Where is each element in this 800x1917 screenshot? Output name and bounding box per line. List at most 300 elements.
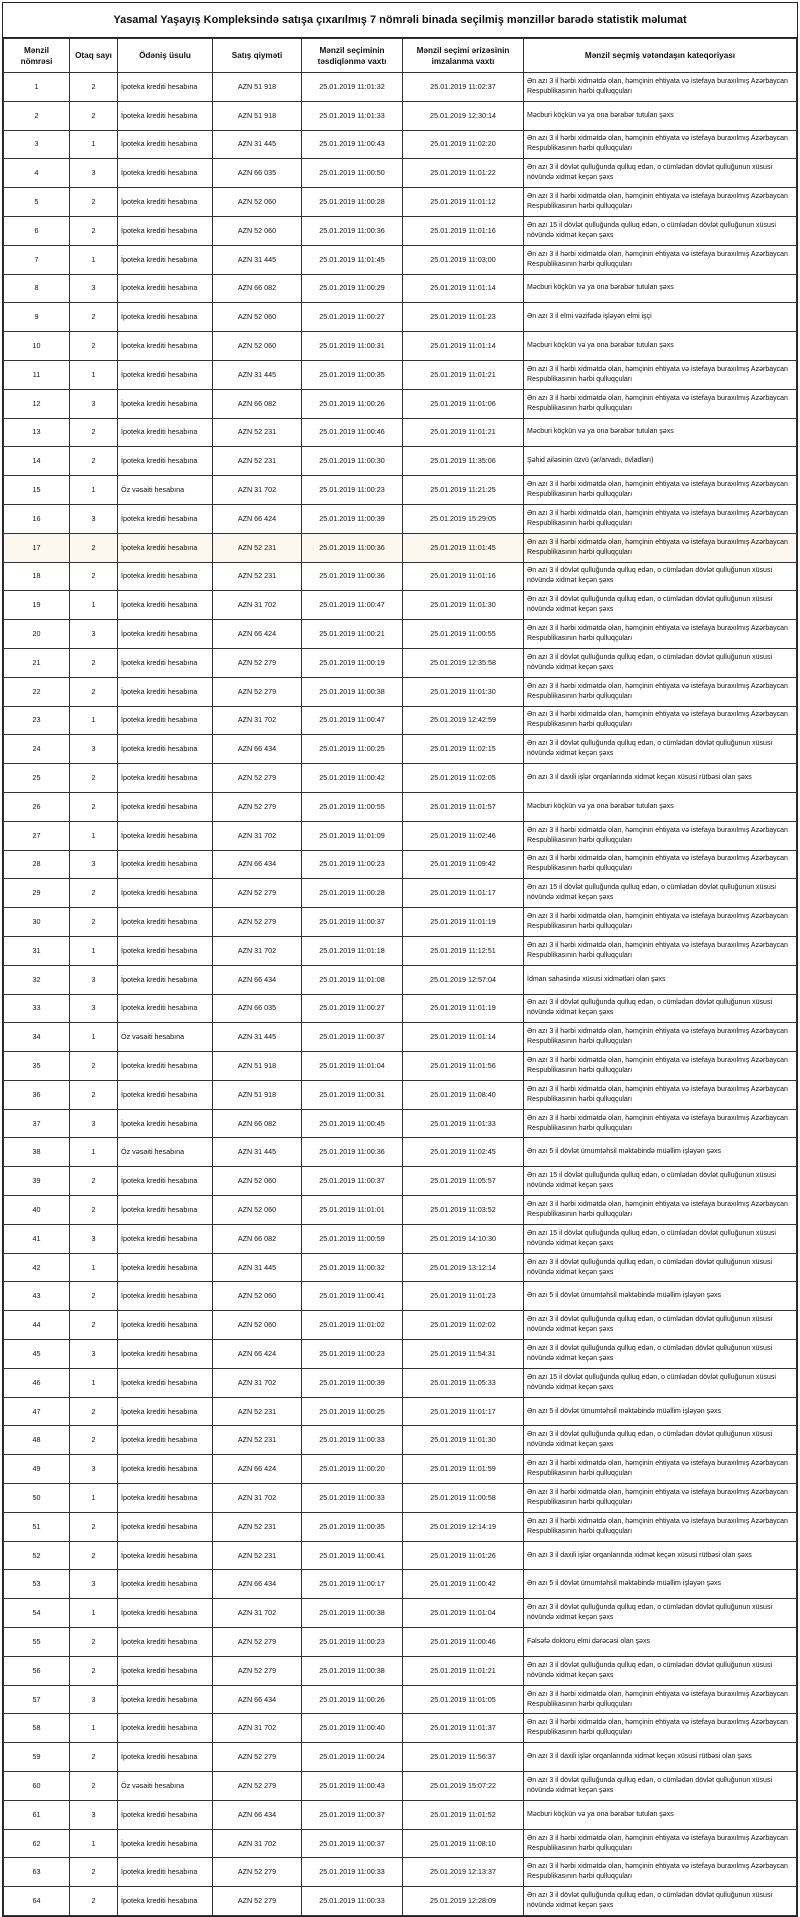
cell-payment-method: İpoteka krediti hesabına (118, 245, 213, 274)
table-row[interactable] (4, 1224, 797, 1253)
cell-apartment-number: 54 (4, 1599, 70, 1628)
cell-selection-confirmed-time: 25.01.2019 11:00:35 (302, 360, 403, 389)
cell-payment-method: İpoteka krediti hesabına (118, 1196, 213, 1225)
cell-citizen-category: Ən azı 3 il dövlət qulluğunda qulluq edən, o cümlədən dövlət qulluğunun xüsusi növündə xidmət keçən şəxs (524, 1599, 797, 1628)
cell-room-count: 2 (70, 792, 118, 821)
cell-application-signed-time: 25.01.2019 11:01:14 (403, 1023, 524, 1052)
cell-selection-confirmed-time: 25.01.2019 11:00:42 (302, 764, 403, 793)
cell-sale-price: AZN 31 702 (213, 821, 302, 850)
cell-application-signed-time: 25.01.2019 14:10:30 (403, 1224, 524, 1253)
cell-apartment-number: 21 (4, 648, 70, 677)
cell-selection-confirmed-time: 25.01.2019 11:00:29 (302, 274, 403, 303)
cell-payment-method: Öz vəsaiti hesabına (118, 476, 213, 505)
cell-citizen-category: Ən azı 3 il dövlət qulluğunda qulluq edən, o cümlədən dövlət qulluğunun xüsusi növündə xidmət keçən şəxs (524, 648, 797, 677)
cell-citizen-category: Ən azı 15 il dövlət qulluğunda qulluq edən, o cümlədən dövlət qulluğunun xüsusi növündə xidmət keçən şəxs (524, 1167, 797, 1196)
cell-apartment-number: 34 (4, 1023, 70, 1052)
header-application-signed-time: Mənzil seçimi ərizəsinin imzalanma vaxtı (403, 39, 524, 73)
cell-sale-price: AZN 52 279 (213, 1656, 302, 1685)
cell-selection-confirmed-time: 25.01.2019 11:00:33 (302, 1426, 403, 1455)
cell-citizen-category: Ən azı 3 il daxili işlər orqanlarında xidmət keçən xüsusi rütbəsi olan şəxs (524, 1541, 797, 1570)
table-row[interactable] (4, 504, 797, 533)
table-row[interactable] (4, 1282, 797, 1311)
cell-application-signed-time: 25.01.2019 11:01:23 (403, 303, 524, 332)
cell-apartment-number: 33 (4, 994, 70, 1023)
cell-room-count: 2 (70, 764, 118, 793)
cell-room-count: 3 (70, 159, 118, 188)
cell-payment-method: İpoteka krediti hesabına (118, 850, 213, 879)
cell-apartment-number: 16 (4, 504, 70, 533)
cell-apartment-number: 47 (4, 1397, 70, 1426)
table-row[interactable] (4, 1167, 797, 1196)
cell-application-signed-time: 25.01.2019 11:01:14 (403, 274, 524, 303)
cell-apartment-number: 31 (4, 936, 70, 965)
cell-apartment-number: 23 (4, 706, 70, 735)
table-row[interactable] (4, 821, 797, 850)
cell-apartment-number: 13 (4, 418, 70, 447)
cell-sale-price: AZN 31 702 (213, 476, 302, 505)
cell-sale-price: AZN 66 082 (213, 389, 302, 418)
cell-application-signed-time: 25.01.2019 12:42:59 (403, 706, 524, 735)
cell-application-signed-time: 25.01.2019 11:01:06 (403, 389, 524, 418)
cell-sale-price: AZN 31 445 (213, 1023, 302, 1052)
cell-payment-method: İpoteka krediti hesabına (118, 1484, 213, 1513)
table-row[interactable] (4, 73, 797, 102)
table-row[interactable] (4, 1628, 797, 1657)
cell-payment-method: İpoteka krediti hesabına (118, 1080, 213, 1109)
cell-apartment-number: 58 (4, 1714, 70, 1743)
cell-apartment-number: 15 (4, 476, 70, 505)
cell-room-count: 2 (70, 533, 118, 562)
cell-selection-confirmed-time: 25.01.2019 11:00:23 (302, 476, 403, 505)
cell-room-count: 2 (70, 879, 118, 908)
cell-selection-confirmed-time: 25.01.2019 11:00:59 (302, 1224, 403, 1253)
cell-citizen-category: Ən azı 3 il dövlət qulluğunda qulluq edən, o cümlədən dövlət qulluğunun xüsusi növündə xidmət keçən şəxs (524, 1772, 797, 1801)
cell-room-count: 1 (70, 1368, 118, 1397)
table-row[interactable] (4, 476, 797, 505)
cell-application-signed-time: 25.01.2019 13:12:14 (403, 1253, 524, 1282)
table-row[interactable] (4, 101, 797, 130)
cell-selection-confirmed-time: 25.01.2019 11:00:43 (302, 1772, 403, 1801)
cell-selection-confirmed-time: 25.01.2019 11:00:30 (302, 447, 403, 476)
cell-selection-confirmed-time: 25.01.2019 11:01:08 (302, 965, 403, 994)
cell-apartment-number: 11 (4, 360, 70, 389)
cell-room-count: 1 (70, 1138, 118, 1167)
table-row[interactable] (4, 1656, 797, 1685)
cell-sale-price: AZN 52 279 (213, 1772, 302, 1801)
cell-apartment-number: 24 (4, 735, 70, 764)
cell-citizen-category: Ən azı 3 il hərbi xidmətdə olan, həmçinin ehtiyata və istefaya buraxılmış Azərbaycan Respublikasının hərbi qulluqçuları (524, 504, 797, 533)
cell-selection-confirmed-time: 25.01.2019 11:00:40 (302, 1714, 403, 1743)
cell-application-signed-time: 25.01.2019 11:01:12 (403, 188, 524, 217)
cell-citizen-category: Ən azı 15 il dövlət qulluğunda qulluq edən, o cümlədən dövlət qulluğunun xüsusi növündə xidmət keçən şəxs (524, 1224, 797, 1253)
table-row[interactable] (4, 1887, 797, 1916)
cell-citizen-category: Ən azı 3 il dövlət qulluğunda qulluq edən, o cümlədən dövlət qulluğunun xüsusi növündə xidmət keçən şəxs (524, 591, 797, 620)
cell-room-count: 2 (70, 101, 118, 130)
table-row[interactable] (4, 1138, 797, 1167)
cell-application-signed-time: 25.01.2019 11:02:15 (403, 735, 524, 764)
cell-payment-method: İpoteka krediti hesabına (118, 792, 213, 821)
cell-sale-price: AZN 31 445 (213, 360, 302, 389)
cell-application-signed-time: 25.01.2019 11:01:04 (403, 1599, 524, 1628)
cell-payment-method: İpoteka krediti hesabına (118, 332, 213, 361)
cell-payment-method: İpoteka krediti hesabına (118, 1253, 213, 1282)
cell-selection-confirmed-time: 25.01.2019 11:00:33 (302, 1484, 403, 1513)
cell-sale-price: AZN 52 279 (213, 1743, 302, 1772)
cell-payment-method: İpoteka krediti hesabına (118, 735, 213, 764)
table-row[interactable] (4, 1829, 797, 1858)
cell-citizen-category: Məcburi köçkün və ya ona bərabər tutulan şəxs (524, 1800, 797, 1829)
cell-payment-method: İpoteka krediti hesabına (118, 677, 213, 706)
cell-selection-confirmed-time: 25.01.2019 11:00:33 (302, 1887, 403, 1916)
cell-sale-price: AZN 31 702 (213, 936, 302, 965)
cell-sale-price: AZN 31 702 (213, 1484, 302, 1513)
cell-apartment-number: 12 (4, 389, 70, 418)
table-row[interactable] (4, 1541, 797, 1570)
table-row[interactable] (4, 1599, 797, 1628)
cell-payment-method: İpoteka krediti hesabına (118, 188, 213, 217)
table-row[interactable] (4, 994, 797, 1023)
cell-room-count: 2 (70, 648, 118, 677)
cell-payment-method: Öz vəsaiti hesabına (118, 1772, 213, 1801)
cell-room-count: 1 (70, 1484, 118, 1513)
cell-payment-method: İpoteka krediti hesabına (118, 1599, 213, 1628)
table-row[interactable] (4, 216, 797, 245)
cell-payment-method: İpoteka krediti hesabına (118, 1628, 213, 1657)
table-row[interactable] (4, 130, 797, 159)
table-row[interactable] (4, 1858, 797, 1887)
cell-selection-confirmed-time: 25.01.2019 11:00:31 (302, 1080, 403, 1109)
cell-application-signed-time: 25.01.2019 11:01:30 (403, 1426, 524, 1455)
cell-payment-method: İpoteka krediti hesabına (118, 418, 213, 447)
cell-payment-method: İpoteka krediti hesabına (118, 1714, 213, 1743)
cell-apartment-number: 20 (4, 620, 70, 649)
table-row[interactable] (4, 159, 797, 188)
cell-application-signed-time: 25.01.2019 11:01:30 (403, 591, 524, 620)
cell-selection-confirmed-time: 25.01.2019 11:01:18 (302, 936, 403, 965)
table-row[interactable] (4, 1253, 797, 1282)
cell-sale-price: AZN 52 231 (213, 562, 302, 591)
table-body (4, 73, 797, 1916)
cell-room-count: 3 (70, 274, 118, 303)
cell-room-count: 2 (70, 1512, 118, 1541)
table-row[interactable] (4, 936, 797, 965)
cell-selection-confirmed-time: 25.01.2019 11:00:20 (302, 1455, 403, 1484)
cell-room-count: 2 (70, 1772, 118, 1801)
cell-sale-price: AZN 31 702 (213, 1599, 302, 1628)
cell-apartment-number: 35 (4, 1052, 70, 1081)
cell-selection-confirmed-time: 25.01.2019 11:01:45 (302, 245, 403, 274)
table-row[interactable] (4, 879, 797, 908)
table-row[interactable] (4, 850, 797, 879)
cell-selection-confirmed-time: 25.01.2019 11:00:50 (302, 159, 403, 188)
cell-selection-confirmed-time: 25.01.2019 11:00:45 (302, 1109, 403, 1138)
cell-application-signed-time: 25.01.2019 11:01:52 (403, 1800, 524, 1829)
table-row[interactable] (4, 303, 797, 332)
cell-citizen-category: Ən azı 5 il dövlət ümumtəhsil məktəbində müəllim işləyən şəxs (524, 1397, 797, 1426)
cell-apartment-number: 55 (4, 1628, 70, 1657)
cell-selection-confirmed-time: 25.01.2019 11:00:37 (302, 1167, 403, 1196)
cell-sale-price: AZN 52 231 (213, 1541, 302, 1570)
cell-sale-price: AZN 52 060 (213, 332, 302, 361)
table-row[interactable] (4, 1455, 797, 1484)
cell-apartment-number: 52 (4, 1541, 70, 1570)
cell-citizen-category: Məcburi köçkün və ya ona bərabər tutulan şəxs (524, 332, 797, 361)
cell-application-signed-time: 25.01.2019 11:01:21 (403, 360, 524, 389)
cell-application-signed-time: 25.01.2019 11:02:46 (403, 821, 524, 850)
cell-selection-confirmed-time: 25.01.2019 11:00:38 (302, 677, 403, 706)
cell-payment-method: İpoteka krediti hesabına (118, 216, 213, 245)
table-header-row (4, 39, 797, 73)
cell-room-count: 2 (70, 216, 118, 245)
cell-payment-method: İpoteka krediti hesabına (118, 1167, 213, 1196)
cell-application-signed-time: 25.01.2019 12:30:14 (403, 101, 524, 130)
cell-selection-confirmed-time: 25.01.2019 11:00:47 (302, 706, 403, 735)
cell-citizen-category: Ən azı 3 il hərbi xidmətdə olan, həmçinin ehtiyata və istefaya buraxılmış Azərbaycan Respublikasının hərbi qulluqçuları (524, 1714, 797, 1743)
cell-selection-confirmed-time: 25.01.2019 11:00:19 (302, 648, 403, 677)
table-row[interactable] (4, 764, 797, 793)
cell-room-count: 2 (70, 447, 118, 476)
cell-room-count: 3 (70, 735, 118, 764)
cell-citizen-category: Fəlsəfə doktoru elmi dərəcəsi olan şəxs (524, 1628, 797, 1657)
cell-application-signed-time: 25.01.2019 11:01:21 (403, 418, 524, 447)
table-row[interactable] (4, 1397, 797, 1426)
cell-payment-method: İpoteka krediti hesabına (118, 620, 213, 649)
table-row[interactable] (4, 908, 797, 937)
cell-selection-confirmed-time: 25.01.2019 11:00:38 (302, 1656, 403, 1685)
cell-application-signed-time: 25.01.2019 11:01:26 (403, 1541, 524, 1570)
cell-sale-price: AZN 66 082 (213, 1224, 302, 1253)
cell-apartment-number: 2 (4, 101, 70, 130)
cell-sale-price: AZN 52 279 (213, 879, 302, 908)
cell-sale-price: AZN 31 445 (213, 130, 302, 159)
cell-apartment-number: 46 (4, 1368, 70, 1397)
table-row[interactable] (4, 965, 797, 994)
cell-sale-price: AZN 52 060 (213, 216, 302, 245)
table-row[interactable] (4, 562, 797, 591)
cell-payment-method: İpoteka krediti hesabına (118, 303, 213, 332)
cell-room-count: 3 (70, 389, 118, 418)
cell-application-signed-time: 25.01.2019 11:01:37 (403, 1714, 524, 1743)
cell-citizen-category: Ən azı 3 il hərbi xidmətdə olan, həmçinin ehtiyata və istefaya buraxılmış Azərbaycan Respublikasının hərbi qulluqçuları (524, 936, 797, 965)
table-row[interactable] (4, 1052, 797, 1081)
cell-sale-price: AZN 52 231 (213, 533, 302, 562)
cell-citizen-category: Ən azı 3 il hərbi xidmətdə olan, həmçinin ehtiyata və istefaya buraxılmış Azərbaycan Respublikasının hərbi qulluqçuları (524, 245, 797, 274)
cell-citizen-category: Ən azı 3 il hərbi xidmətdə olan, həmçinin ehtiyata və istefaya buraxılmış Azərbaycan Respublikasının hərbi qulluqçuları (524, 1829, 797, 1858)
cell-payment-method: İpoteka krediti hesabına (118, 1311, 213, 1340)
cell-apartment-number: 36 (4, 1080, 70, 1109)
cell-application-signed-time: 25.01.2019 11:01:56 (403, 1052, 524, 1081)
cell-application-signed-time: 25.01.2019 12:35:58 (403, 648, 524, 677)
table-row[interactable] (4, 1512, 797, 1541)
cell-citizen-category: Ən azı 3 il dövlət qulluğunda qulluq edən, o cümlədən dövlət qulluğunun xüsusi növündə xidmət keçən şəxs (524, 1340, 797, 1369)
cell-sale-price: AZN 66 082 (213, 1109, 302, 1138)
table-row[interactable] (4, 360, 797, 389)
cell-application-signed-time: 25.01.2019 11:09:42 (403, 850, 524, 879)
table-row[interactable] (4, 620, 797, 649)
table-row[interactable] (4, 188, 797, 217)
cell-sale-price: AZN 52 231 (213, 1426, 302, 1455)
cell-selection-confirmed-time: 25.01.2019 11:00:32 (302, 1253, 403, 1282)
table-row[interactable] (4, 706, 797, 735)
cell-sale-price: AZN 52 279 (213, 764, 302, 793)
cell-application-signed-time: 25.01.2019 11:03:52 (403, 1196, 524, 1225)
cell-selection-confirmed-time: 25.01.2019 11:01:09 (302, 821, 403, 850)
cell-apartment-number: 25 (4, 764, 70, 793)
cell-sale-price: AZN 66 424 (213, 504, 302, 533)
cell-application-signed-time: 25.01.2019 11:01:21 (403, 1656, 524, 1685)
table-row[interactable] (4, 1368, 797, 1397)
table-row[interactable] (4, 274, 797, 303)
table-row[interactable] (4, 389, 797, 418)
cell-apartment-number: 8 (4, 274, 70, 303)
table-row[interactable] (4, 1743, 797, 1772)
cell-apartment-number: 39 (4, 1167, 70, 1196)
cell-citizen-category: Ən azı 3 il hərbi xidmətdə olan, həmçinin ehtiyata və istefaya buraxılmış Azərbaycan Respublikasının hərbi qulluqçuları (524, 1196, 797, 1225)
cell-selection-confirmed-time: 25.01.2019 11:00:55 (302, 792, 403, 821)
table-row[interactable] (4, 1484, 797, 1513)
cell-payment-method: İpoteka krediti hesabına (118, 1887, 213, 1916)
table-row[interactable] (4, 1570, 797, 1599)
table-row[interactable] (4, 1426, 797, 1455)
cell-apartment-number: 7 (4, 245, 70, 274)
cell-citizen-category: Ən azı 3 il hərbi xidmətdə olan, həmçinin ehtiyata və istefaya buraxılmış Azərbaycan Respublikasının hərbi qulluqçuları (524, 677, 797, 706)
cell-room-count: 1 (70, 245, 118, 274)
table-row[interactable] (4, 1311, 797, 1340)
cell-selection-confirmed-time: 25.01.2019 11:00:31 (302, 332, 403, 361)
sheet-title: Yasamal Yaşayış Kompleksində satışa çıxarılmış 7 nömrəli binada seçilmiş mənzillər barədə statistik məlumat (3, 3, 797, 38)
cell-apartment-number: 63 (4, 1858, 70, 1887)
cell-selection-confirmed-time: 25.01.2019 11:00:38 (302, 1599, 403, 1628)
cell-sale-price: AZN 66 434 (213, 850, 302, 879)
cell-room-count: 1 (70, 1599, 118, 1628)
table-row[interactable] (4, 1080, 797, 1109)
cell-apartment-number: 14 (4, 447, 70, 476)
cell-application-signed-time: 25.01.2019 11:03:00 (403, 245, 524, 274)
cell-apartment-number: 50 (4, 1484, 70, 1513)
cell-room-count: 3 (70, 1340, 118, 1369)
cell-apartment-number: 44 (4, 1311, 70, 1340)
cell-citizen-category: Ən azı 3 il hərbi xidmətdə olan, həmçinin ehtiyata və istefaya buraxılmış Azərbaycan Respublikasının hərbi qulluqçuları (524, 1685, 797, 1714)
cell-payment-method: Öz vəsaiti hesabına (118, 1023, 213, 1052)
cell-selection-confirmed-time: 25.01.2019 11:00:43 (302, 130, 403, 159)
cell-room-count: 2 (70, 1858, 118, 1887)
cell-citizen-category: Ən azı 3 il hərbi xidmətdə olan, həmçinin ehtiyata və istefaya buraxılmış Azərbaycan Respublikasının hərbi qulluqçuları (524, 188, 797, 217)
cell-application-signed-time: 25.01.2019 11:21:25 (403, 476, 524, 505)
cell-selection-confirmed-time: 25.01.2019 11:00:36 (302, 533, 403, 562)
cell-citizen-category: Ən azı 3 il daxili işlər orqanlarında xidmət keçən xüsusi rütbəsi olan şəxs (524, 764, 797, 793)
table-row[interactable] (4, 591, 797, 620)
cell-citizen-category: Ən azı 3 il hərbi xidmətdə olan, həmçinin ehtiyata və istefaya buraxılmış Azərbaycan Respublikasının hərbi qulluqçuları (524, 389, 797, 418)
cell-room-count: 3 (70, 1455, 118, 1484)
cell-apartment-number: 30 (4, 908, 70, 937)
cell-payment-method: İpoteka krediti hesabına (118, 1512, 213, 1541)
cell-room-count: 2 (70, 1628, 118, 1657)
cell-room-count: 2 (70, 908, 118, 937)
cell-payment-method: İpoteka krediti hesabına (118, 1743, 213, 1772)
cell-application-signed-time: 25.01.2019 11:56:37 (403, 1743, 524, 1772)
table-row[interactable] (4, 792, 797, 821)
cell-payment-method: İpoteka krediti hesabına (118, 101, 213, 130)
cell-sale-price: AZN 66 035 (213, 994, 302, 1023)
cell-apartment-number: 43 (4, 1282, 70, 1311)
table-row[interactable] (4, 418, 797, 447)
cell-application-signed-time: 25.01.2019 11:01:33 (403, 1109, 524, 1138)
cell-sale-price: AZN 52 231 (213, 1397, 302, 1426)
cell-citizen-category: Ən azı 3 il hərbi xidmətdə olan, həmçinin ehtiyata və istefaya buraxılmış Azərbaycan Respublikasının hərbi qulluqçuları (524, 908, 797, 937)
cell-application-signed-time: 25.01.2019 11:01:16 (403, 562, 524, 591)
table-row[interactable] (4, 1714, 797, 1743)
cell-room-count: 3 (70, 1224, 118, 1253)
cell-apartment-number: 1 (4, 73, 70, 102)
header-selection-confirmed-time: Mənzil seçiminin təsdiqlənmə vaxtı (302, 39, 403, 73)
cell-payment-method: İpoteka krediti hesabına (118, 447, 213, 476)
cell-selection-confirmed-time: 25.01.2019 11:00:26 (302, 1685, 403, 1714)
cell-citizen-category: Məcburi köçkün və ya ona bərabər tutulan şəxs (524, 418, 797, 447)
cell-sale-price: AZN 66 424 (213, 1340, 302, 1369)
table-row[interactable] (4, 1685, 797, 1714)
cell-room-count: 2 (70, 1656, 118, 1685)
cell-room-count: 2 (70, 677, 118, 706)
table-row[interactable] (4, 1109, 797, 1138)
cell-apartment-number: 51 (4, 1512, 70, 1541)
cell-citizen-category: Ən azı 3 il hərbi xidmətdə olan, həmçinin ehtiyata və istefaya buraxılmış Azərbaycan Respublikasının hərbi qulluqçuları (524, 706, 797, 735)
table-row[interactable] (4, 1196, 797, 1225)
table-row[interactable] (4, 1772, 797, 1801)
cell-application-signed-time: 25.01.2019 11:12:51 (403, 936, 524, 965)
cell-apartment-number: 62 (4, 1829, 70, 1858)
header-apartment-number: Mənzil nömrəsi (4, 39, 70, 73)
cell-citizen-category: Ən azı 5 il dövlət ümumtəhsil məktəbində müəllim işləyən şəxs (524, 1282, 797, 1311)
cell-selection-confirmed-time: 25.01.2019 11:00:26 (302, 389, 403, 418)
cell-apartment-number: 40 (4, 1196, 70, 1225)
cell-application-signed-time: 25.01.2019 12:28:09 (403, 1887, 524, 1916)
cell-sale-price: AZN 52 060 (213, 303, 302, 332)
apartments-table (3, 38, 797, 1916)
cell-room-count: 1 (70, 1714, 118, 1743)
table-row[interactable] (4, 245, 797, 274)
table-row[interactable] (4, 332, 797, 361)
cell-room-count: 1 (70, 1023, 118, 1052)
cell-room-count: 2 (70, 188, 118, 217)
cell-room-count: 1 (70, 821, 118, 850)
table-row[interactable] (4, 648, 797, 677)
cell-application-signed-time: 25.01.2019 11:02:02 (403, 1311, 524, 1340)
table-row[interactable] (4, 1023, 797, 1052)
cell-application-signed-time: 25.01.2019 11:01:05 (403, 1685, 524, 1714)
table-row[interactable] (4, 533, 797, 562)
cell-apartment-number: 3 (4, 130, 70, 159)
cell-application-signed-time: 25.01.2019 11:00:55 (403, 620, 524, 649)
cell-apartment-number: 27 (4, 821, 70, 850)
table-row[interactable] (4, 1800, 797, 1829)
cell-application-signed-time: 25.01.2019 11:01:59 (403, 1455, 524, 1484)
table-row[interactable] (4, 1340, 797, 1369)
cell-application-signed-time: 25.01.2019 12:13:37 (403, 1858, 524, 1887)
cell-payment-method: İpoteka krediti hesabına (118, 1570, 213, 1599)
table-row[interactable] (4, 447, 797, 476)
cell-application-signed-time: 25.01.2019 12:14:19 (403, 1512, 524, 1541)
cell-room-count: 1 (70, 591, 118, 620)
cell-application-signed-time: 25.01.2019 11:00:46 (403, 1628, 524, 1657)
cell-citizen-category: Ən azı 3 il hərbi xidmətdə olan, həmçinin ehtiyata və istefaya buraxılmış Azərbaycan Respublikasının hərbi qulluqçuları (524, 73, 797, 102)
table-row[interactable] (4, 677, 797, 706)
cell-citizen-category: Ən azı 15 il dövlət qulluğunda qulluq edən, o cümlədən dövlət qulluğunun xüsusi növündə xidmət keçən şəxs (524, 1368, 797, 1397)
cell-payment-method: İpoteka krediti hesabına (118, 533, 213, 562)
cell-sale-price: AZN 52 231 (213, 1512, 302, 1541)
table-row[interactable] (4, 735, 797, 764)
cell-apartment-number: 37 (4, 1109, 70, 1138)
cell-selection-confirmed-time: 25.01.2019 11:00:41 (302, 1282, 403, 1311)
